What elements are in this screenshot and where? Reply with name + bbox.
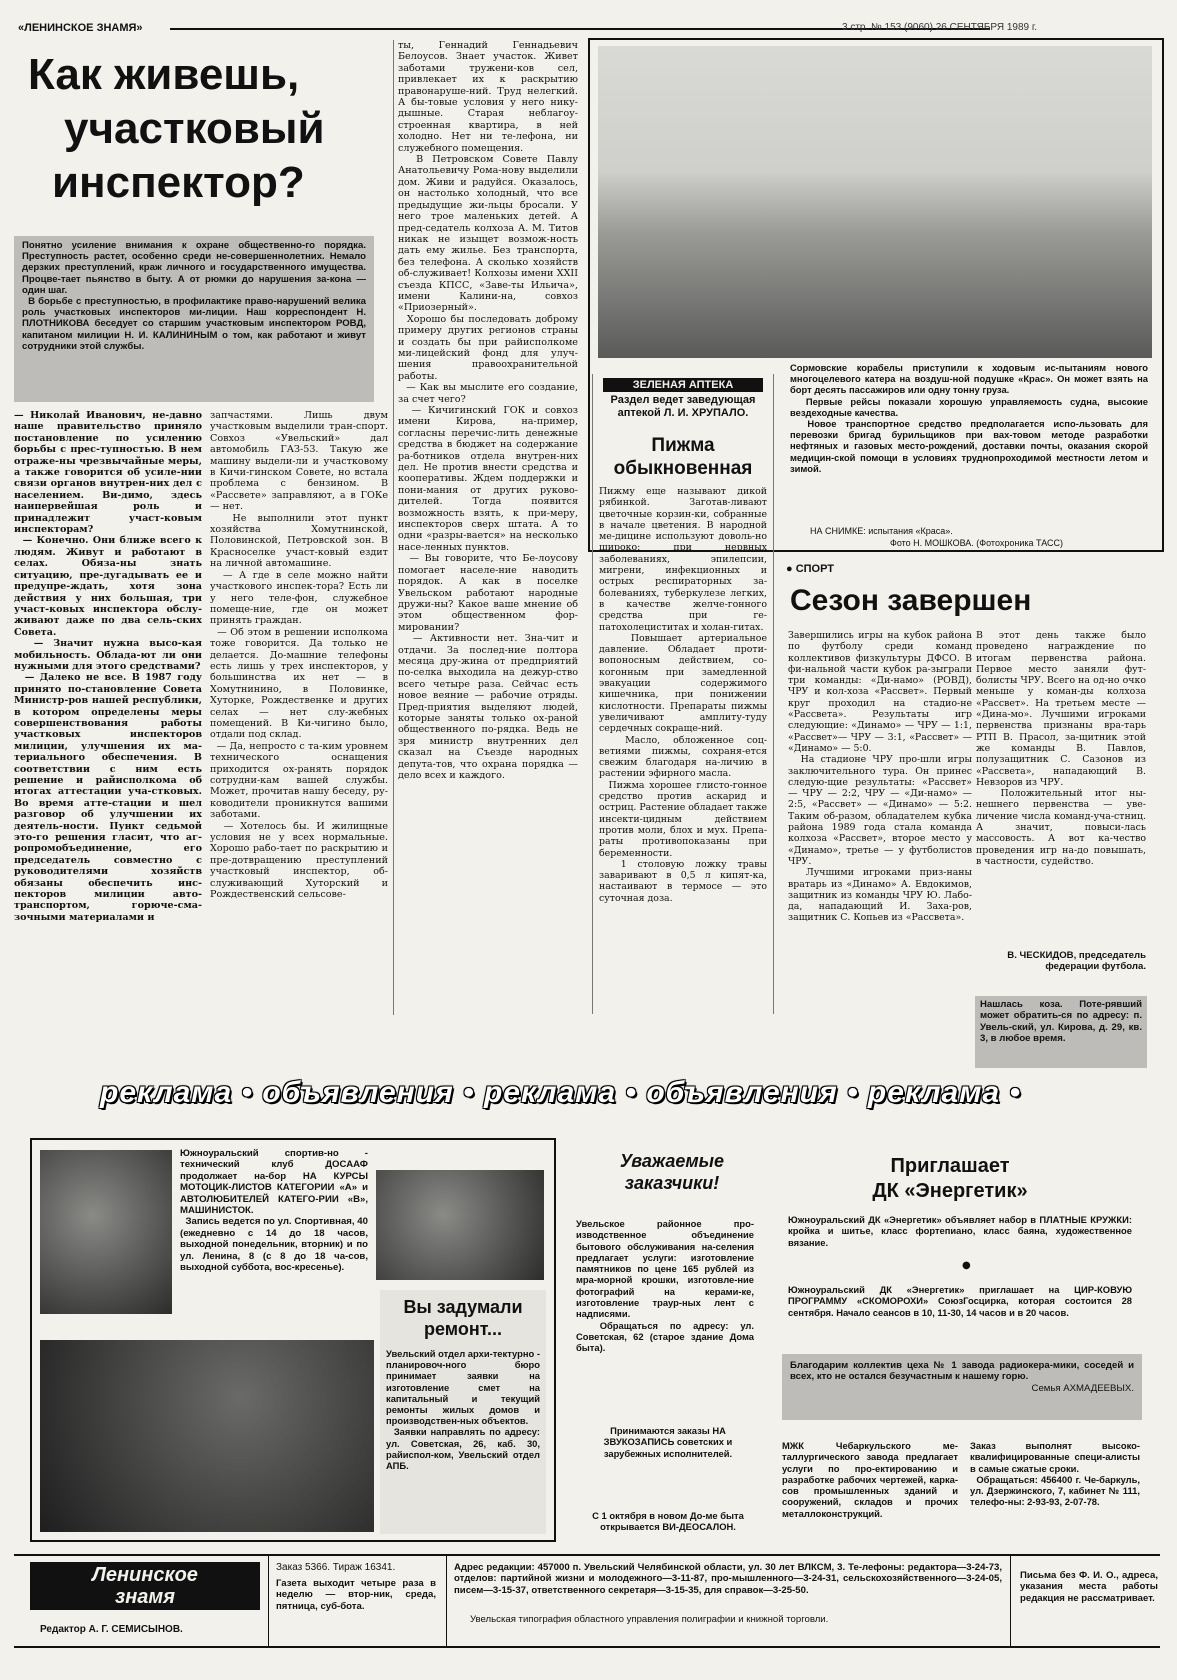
inspector-title-line3: инспектор?: [52, 158, 305, 207]
issue-info: 3 стр. № 153 (9060) 26 СЕНТЯБРЯ 1989 г.: [842, 22, 1038, 33]
left-ad-frame: [30, 1138, 556, 1542]
service-title: [572, 1150, 772, 1194]
photo-on-photo: НА СНИМКЕ: испытания «Краса».: [810, 526, 953, 536]
footer-rule-top: [14, 1554, 1160, 1556]
footer-printer: Увельская типография областного управления полиграфии и книжной торговли.: [470, 1614, 829, 1625]
chebarkul-col2: Заказ выполнят высоко-квалифицированные специ-алисты в самые сжатые сроки. Обращаться: 456400 г. Че-баркуль, ул. Дзержинского, 7, кабинет № 111, телефо-ны: 2-93-93, 2-07-78.: [970, 1440, 1140, 1508]
footer-logo-line1: Ленинское: [92, 1564, 198, 1586]
car-photo: [376, 1170, 544, 1280]
repair-title-line1: Вы задумали: [403, 1297, 523, 1317]
repair-title-line2: ремонт...: [424, 1319, 502, 1339]
inspector-title-line2: участковый: [64, 104, 325, 153]
pharmacy-box: [592, 374, 774, 1014]
pharmacy-lead: Раздел ведет заведующая аптекой Л. И. ХРУПАЛО.: [610, 394, 756, 419]
dk-title: [790, 1154, 1110, 1204]
dosaaf-ad: Южноуральский спортив-но - технический клуб ДОСААФ продолжает на-бор НА КУРСЫ МОТОЦИК-ЛИСТОВ КАТЕГОРИИ «А» и АВТОЛЮБИТЕЛЕЙ КАТЕГО-РИИ «В», МАШИНИСТОК. Запись ведется по ул. Спортивная, 40 (ежедневно с 14 до 18 часов, выходной понедельник, вторник) и по ул. Ленина, 8 (с 8 до 18 ча-сов, выходной суббота, вос-кресенье).: [180, 1148, 368, 1274]
dk-text2: Южноуральский ДК «Энергетик» приглашает на ЦИР-КОВУЮ ПРОГРАММУ «СКОМОРОХИ» СоюзГосцирка, которая состоится 28 сентября. Начало сеансов в 10, 11-30, 14 часов и в 20 часов.: [788, 1284, 1135, 1318]
motorcyclist-photo: [40, 1150, 172, 1314]
inspector-col3: ты, Геннадий Геннадьевич Белоусов. Знает участок. Живет заботами тружени-ков сел, привлекает их к раскрытию правонаруше-ний. Труд нелегкий. А бы-товые условия у него нику-дышные. Старая неблагоу-строенная квартира, в ней холодно. Нет ни те-лефона, ни служебного помещения. В Петровском Совете Павлу Анатольевичу Рома-нову выделили дом. Живи и радуйся. Оказалось, он настолько холодный, что все предыдущие жи-льцы бросали. У него трое маленьких детей. А пред-седатель колхоза А. М. Титов никак не изыщет возмож-ность дать ему жилье. Без транспорта, без телефона. А сколько хозяйств об-служивает! Колхозы имени XXII съезда КПСС, «Заве-ты Ильича», имени Калини-на, совхоз «Приозерный». Хорошо бы последовать доброму примеру других регионов страны и создать бы при райисполкоме ми-лицейский фонд для улуч-шения правоохранительной работы. — Как вы мыслите его создание, за счет чего? — Кичигинский ГОК и совхоз имени Кирова, на-пример, согласны перечис-лить денежные средства в бюджет на содержание ра-ботников отдела внутрен-них дел. Не против внести средства и кооперативы. Ждем поддержки и пони-мания от других руково-дителей. Тогда появится возможность взять, к при-меру, инспекторов сверх штата. А то одни «разры-вается» на несколько насе-ленных пунктов. — Вы говорите, что Бе-лоусову помогает населе-ние наводить порядок. А как в поселке Увельском работают народные дружи-ны? Какое ваше мнение об этом общественном фор-мировании? — Активности нет. Зна-чит и отдачи. За послед-ние полтора месяца дру-жина от предприятий по-селка выходила на дежур-ство всего четыре раза. Сейчас есть новое веяние — рабочие отряды. Пред-приятия выделяют людей, которые заняты только ох-раной общественного по-рядка. Ведь не зря министр внутренних дел сказал на Съезде народных депута-тов, что охрана порядка — дело всех и каждого.: [398, 40, 578, 781]
inspector-lead-box: [14, 236, 374, 402]
ads-banner: реклама • объявления • реклама • объявления • реклама •: [100, 1076, 1021, 1109]
footer-editor: Редактор А. Г. СЕМИСЫНОВ.: [40, 1624, 183, 1635]
service-title-line1: Уважаемые: [619, 1151, 725, 1171]
sport-bullet-icon: ●: [786, 563, 796, 575]
sport-rubric: [786, 563, 834, 575]
dk-title-line2: ДК «Энергетик»: [872, 1180, 1028, 1202]
photo-caption: Сормовские корабелы приступили к ходовым ис-пытаниям нового многоцелевого катера на воздуш-ной подушке «Крас». Он может взять на борт десять пассажиров или одну тонну груза. Первые рейсы показали хорошую управляемость судна, высокие вездеходные качества. Новое транспортное средство предполагается испо-льзовать для перевозки бригад бурильщиков при вах-товом методе разработки нефтяных и газовых место-рождений, доставки почты, оказания скорой медицин-ской помощи в условиях труднопроходимой местности летом и зимой.: [790, 362, 1148, 474]
goat-notice-box: [975, 996, 1147, 1068]
sport-col1: Завершились игры на кубок района по футболу среди команд коллективов физкультуры ДФСО. В фи-нальной части кубок ра-зыграли три команды: «Ди-намо» (РОВД), ЧРУ и кол-хоза «Рассвет». Первый круг проходил на стадио-не «Рассвета». Результаты игр следующие: «Динамо» — ЧРУ — 1:1, «Рассвет»— ЧРУ — 3:1, «Рассвет» — «Динамо» — 5:0. На стадионе ЧРУ про-шли игры заключительного тура. Он принес следую-щие результаты: «Рассвет» — ЧРУ — 2:2, ЧРУ — «Ди-намо» — 2:5, «Рассвет» — «Динамо» — 5:2. Таким об-разом, обладателем кубка района 1989 года стала команда колхоза «Рассвет», второе место у «Динамо», третье — у футболистов ЧРУ. Лучшими игроками приз-наны вратарь из «Динамо» А. Евдокимов, защитник из команды ЧРУ Ю. Лабо-да, нападающий И. Заха-ров, защитник С. Копьев из «Рассвета».: [788, 630, 972, 924]
dk-text1: Южноуральский ДК «Энергетик» объявляет набор в ПЛАТНЫЕ КРУЖКИ: кройка и шитье, класс фортепиано, класс баяна, художественное вязание.: [788, 1214, 1135, 1248]
repair-title: [380, 1296, 546, 1340]
service-title-line2: заказчики!: [624, 1173, 720, 1193]
thanks-box: [782, 1354, 1142, 1420]
sport-rubric-label: СПОРТ: [795, 563, 835, 575]
photo-credit: Фото Н. МОШКОВА. (Фотохроника ТАСС): [890, 538, 1063, 548]
typewriter-photo: [40, 1340, 374, 1532]
footer-order: Заказ 5366. Тираж 16341.: [276, 1562, 396, 1573]
footer-divider-2: [446, 1556, 447, 1646]
inspector-col1: — Николай Иванович, не-давно наше правительство приняло постановление по усилению борьбы с прес-тупностью. В нем отраже-ны чрезвычайные меры, а также говорится об усиле-нии связи органов внутрен-них дел с населением. Ви-димо, здесь наипервейшая роль и принадлежит участ-ковым инспекторам? — Конечно. Они ближе всего к людям. Живут и работают в селах. Обяза-ны знать ситуацию, пре-дугадывать ее и предупре-ждать, хотя зона действия у них большая, три участ-ковых инспектора обслу-живают даже по два сель-ских Совета. — Значит нужна высо-кая мобильность. Облада-ют ли они нужными для этого средствами? — Далеко не все. В 1987 году принято по-становление Совета Министр-ров нашей республики, в котором определены меры совершенствования работы участковых инспекторов милиции, улучшения их ма-териального обеспечения. В соответствии с ним есть решение и райисполкома об итогах аттестации уча-стковых. Во время атте-стации и шел разговор об улучшении их деятель-ности. Пункт седьмой это-го решения гласит, что аг-ропромобъединение, его председатель совместно с руководителями хозяйств обязаны обеспечить инс-пекторов милиции авто-транспортом, горюче-сма-зочными материалами и: [14, 410, 203, 923]
sport-title: Сезон завершен: [790, 584, 1032, 617]
sport-col2: В этот день также было проведено награждение по итогам первенства района. Первое место заняли фут-болисты ЧРУ. Всего на од-но очко меньше у коман-ды колхоза «Рассвет». На третьем месте — «Дина-мо». Лучшими игроками первенства признаны вра-тарь РТП В. Прасол, за-щитник этой же команды В. Павлов, полузащитник С. Сазонов из «Рассвета», нападающий В. Невзоров из ЧРУ. Положительный итог ны-нешнего первенства — уве-личение числа команд-уча-стниц. А значит, повыси-лась массовость. А вот ка-чество проведения игр на-до повышать, в частности, судейство.: [976, 630, 1146, 867]
paper-name: «ЛЕНИНСКОЕ ЗНАМЯ»: [18, 22, 143, 34]
hovercraft-photo: [598, 46, 1152, 358]
pharmacy-title: [593, 434, 773, 480]
chebarkul-col1: МЖК Чебаркульского ме-таллургического завода предлагает услуги по про-ектированию и разработке рабочих чертежей, карка-сов промышленных зданий и сооружений, складов и прочих металлоконструкций.: [782, 1440, 961, 1519]
repair-ad-text: Увельский отдел архи-тектурно - планировоч-ного бюро принимает заявки на изготовление смет на капитальный и текущий ремонты жилых домов и производствен-ных объектов. Заявки направлять по адресу: ул. Советская, 26, каб. 30, райиспол-ком, Увельский отдел АПБ.: [386, 1348, 540, 1472]
thanks-text: Благодарим коллектив цеха № 1 завода радиокера-мики, соседей и всех, кто не остался безучастным к нашему горю.: [790, 1360, 1137, 1383]
service-ad-text2: Принимаются заказы НА ЗВУКОЗАПИСЬ советских и зарубежных исполнителей.: [603, 1425, 735, 1459]
inspector-title: [28, 48, 325, 210]
pharmacy-body: Пижму еще называют дикой рябинкой. Заготав-ливают цветочные корзин-ки, собранные в начале цветения. В народной ме-дицине используют доволь-но широко: при нервных заболеваниях, эпилепсии, мигрени, инфекционных и острых респираторных за-болеваниях, туберкулезе легких, в качестве желче-гонного средства при ге-патохолециститах и холан-гитах. Повышает артериальное давление. Обладает проти-вопоносным действием, со-когонным при замедленной эвакуации содержимого кишечника, при понижении кислотности. Препараты пижмы увеличивают амплиту-туду сердечных сокраще-ний. Масло, обложенное соц-ветиями пижмы, сохраня-ется свежим благодаря на-личию в растении эфирного масла. Пижма хорошее глисто-гонное средство против аскарид и остриц. Растение обладает также инсекти-цидным действием против моли, блох и мух. Препа-раты противопоказаны при беременности. 1 столовую ложку травы заваривают в 0,5 л кипят-ка, настаивают в термосе — это суточная доза.: [599, 486, 767, 904]
pharmacy-title-line1: Пижма: [651, 435, 715, 456]
footer-rule-bottom: [14, 1646, 1160, 1648]
footer-divider-3: [1010, 1556, 1011, 1646]
footer-divider-1: [268, 1556, 269, 1646]
dk-title-line1: Приглашает: [890, 1155, 1010, 1177]
goat-notice: Нашлась коза. Поте-рявший может обратить-ся по адресу: п. Увель-ский, ул. Кирова, д. 29, кв. 3, в любое время.: [980, 999, 1145, 1044]
sport-signature: В. ЧЕСКИДОВ, председатель федерации футбола.: [1007, 950, 1149, 973]
inspector-title-line1: Как живешь,: [28, 50, 300, 99]
thanks-signature: Семья АХМАДЕЕВЫХ.: [1031, 1382, 1134, 1394]
dk-bullet-icon: ●: [962, 1260, 971, 1271]
pharmacy-title-line2: обыкновенная: [613, 458, 753, 479]
footer-letters: Письма без Ф. И. О., адреса, указания места работы редакция не рассматривает.: [1020, 1570, 1161, 1604]
service-ad-text: Увельское районное про-изводственное объединение бытового обслуживания на-селения предлагает услуги: изготовление памятников по цене 165 рублей из мра-морной крошки, изготовле-ние фотографий на керами-ке, изготовление траур-ных лент с надписями. Обращаться по адресу: ул. Советская, 62 (старое здание Дома быта).: [576, 1218, 754, 1354]
footer-logo-line2: знамя: [115, 1586, 175, 1608]
service-ad-text3: С 1 октября в новом До-ме быта открывается ВИ-ДЕОСАЛОН.: [592, 1510, 747, 1533]
pharmacy-rubric: ЗЕЛЕНАЯ АПТЕКА: [603, 378, 763, 392]
footer-logo: [30, 1562, 260, 1610]
inspector-col2: запчастями. Лишь двум участковым выделили тран-спорт. Совхоз «Увельский» дал автомобиль ГАЗ-53. Такую же машину выдели-ли и участковому в Кичи-гинском Совете, но встала проблема с бензином. В «Рассвете» заправляют, а в ГОКе — нет. Не выполнили этот пункт хозяйства Хомутнинской, Половинской, Петровской зон. В Красноселке участ-ковый ездит на личной автомашине. — А где в селе можно найти участкового инспек-тора? Есть ли у него теле-фон, служебное помеще-ние, где он может принять граждан. — Об этом в решении исполкома тоже говорится. Да только не делается. До-машние телефоны есть лишь у трех инспекторов, у большинства их нет — в Хомутнинино, в Половинке, Хуторке, Рождественке и других селах — нет слу-жебных помещений. В Ки-чигино было, отдали под склад. — Да, непросто с та-ким уровнем технического оснащения приходится ох-ранять порядок сотрудни-кам вашей службы. Может, прочитав нашу беседу, ру-ководители проникнутся вашими заботами. — Хотелось бы. И жилищные условия не у всех нормальные. Хорошо рабо-тает по раскрытию и пре-дотвращению преступлений участковый инспектор, об-служивающий Хуторский и Рождественский сельсове-: [210, 410, 388, 901]
col-divider: [393, 40, 394, 1015]
footer-address: Адрес редакции: 457000 п. Увельский Челябинской области, ул. 30 лет ВЛКСМ, 3. Те-лефоны: редактора—3-24-73, отделов: партийной жизни и молодежного—3-11-87, про-мышленного—3-24-31, сельскохозяйственного—3-24-05, писем—3-15-37, ответственного секретаря—3-15-35, для справок—3-25-50.: [454, 1562, 1005, 1596]
repair-ad-box: [380, 1290, 546, 1534]
footer-schedule: Газета выходит четыре раза в неделю — втор-ник, среда, пятница, суб-бота.: [276, 1578, 439, 1612]
inspector-lead: Понятно усиление внимания к охране общественно-го порядка. Преступность растет, особенно среди не-совершеннолетних. Немало дерзких преступлений, краж личного и государственного имущества. Процве-тает пьянство в быту. А от рюмки до нарушения за-кона — один шаг. В борьбе с преступностью, в профилактике право-нарушений велика роль участковых инспекторов ми-лиции. Наш корреспондент Н. ПЛОТНИКОВА беседует со старшим участковым инспектором РОВД, капитаном милиции Н. И. КАЛИНИНЫМ о том, как работают и живут сотрудники этой службы.: [22, 240, 366, 352]
